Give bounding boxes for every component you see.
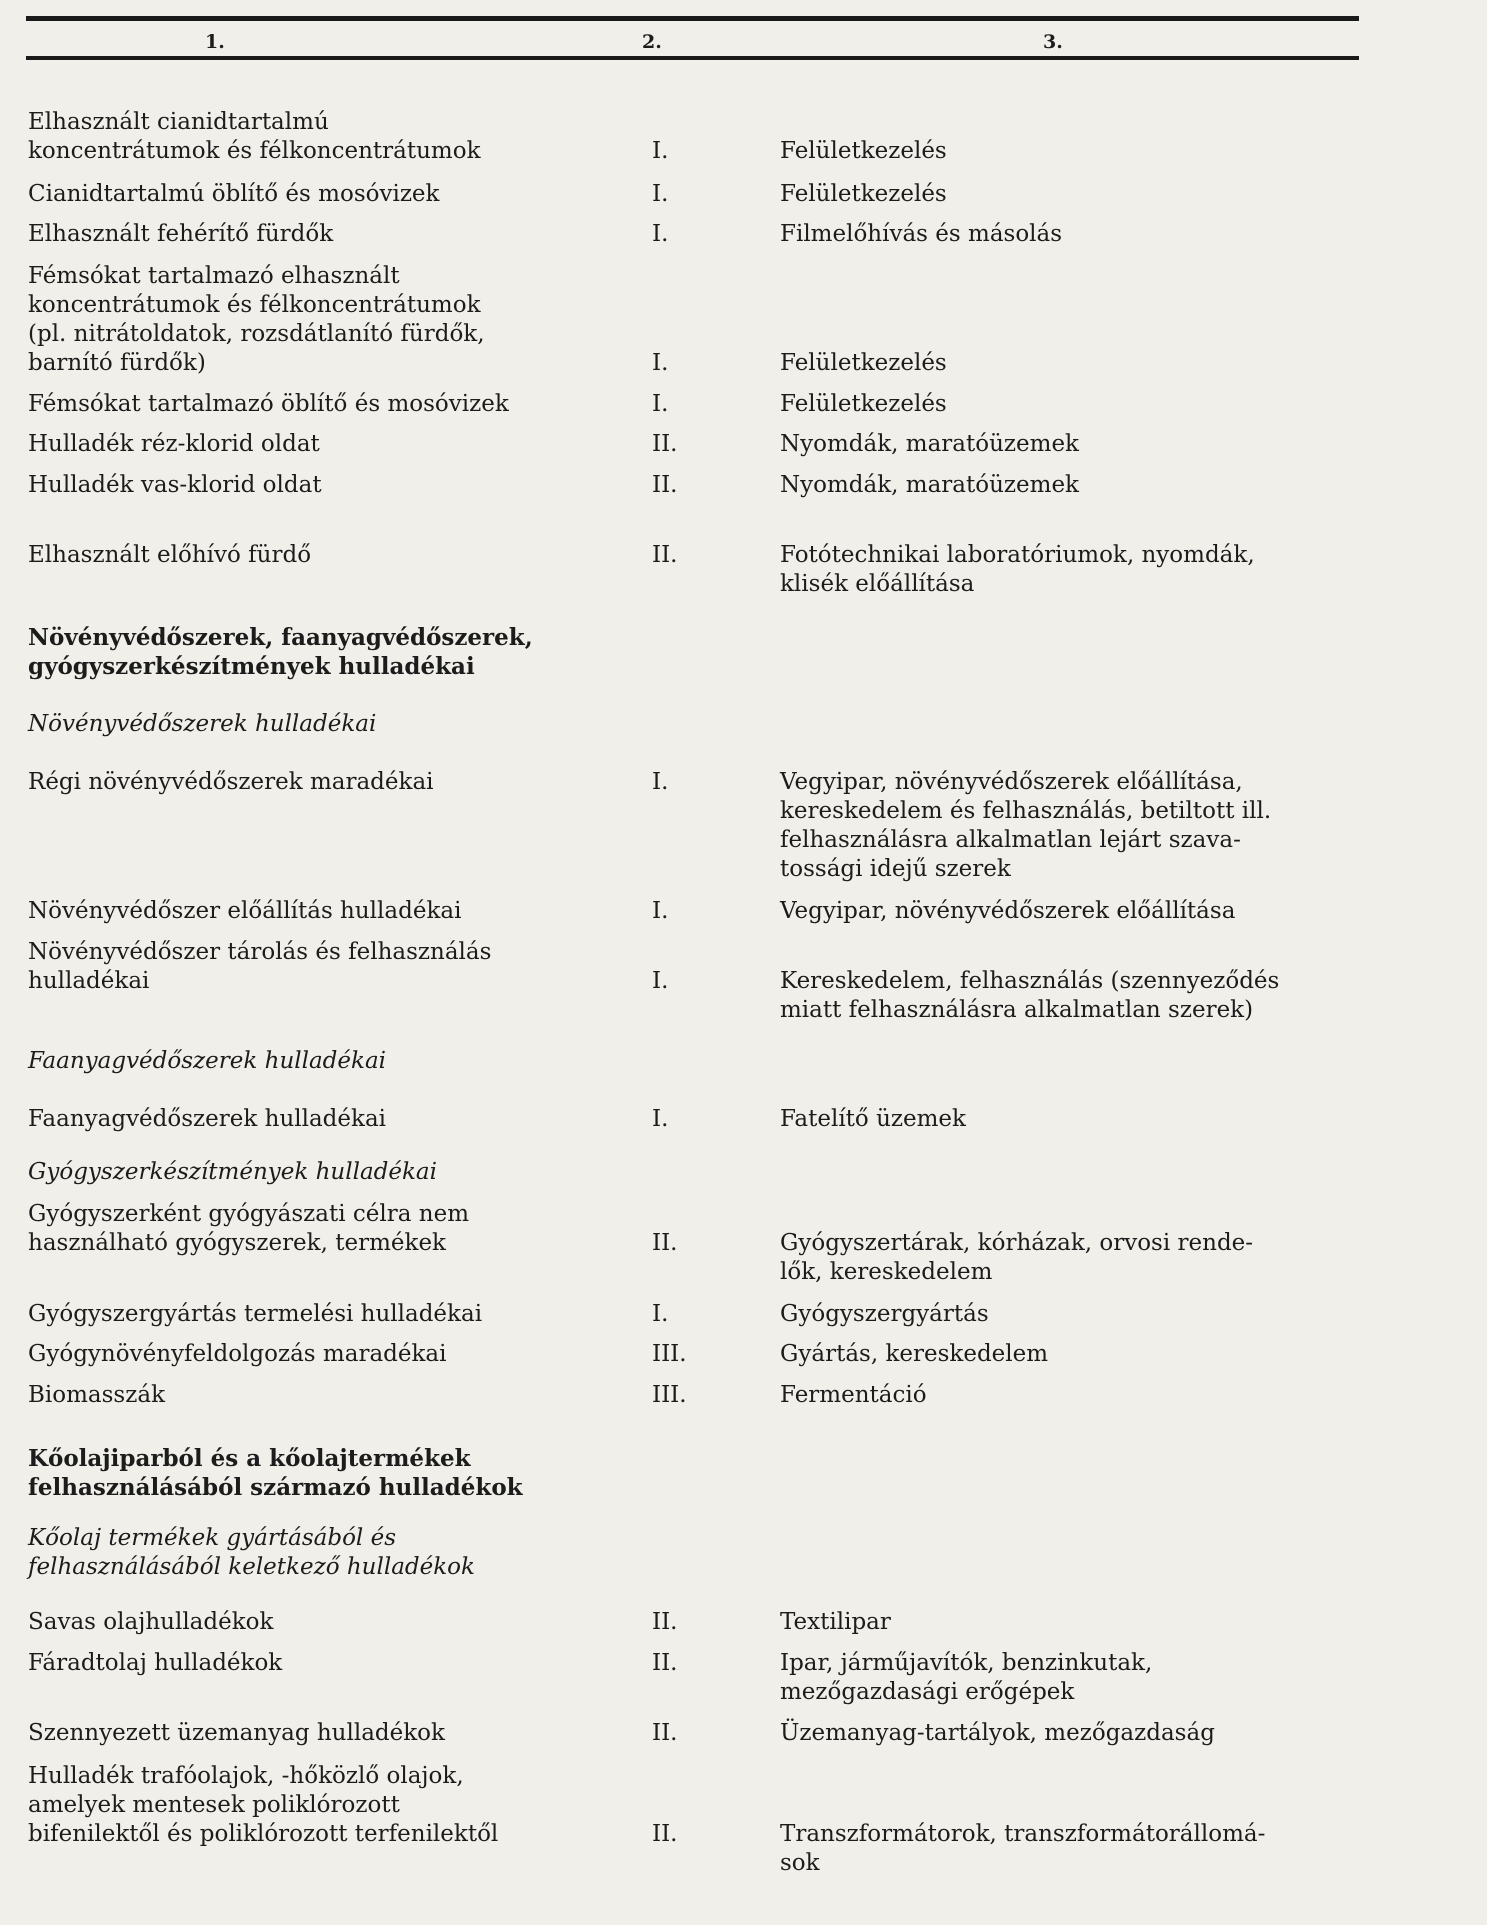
hazard-class: II.: [652, 431, 678, 457]
waste-name: Elhasznált előhívó fürdő: [28, 542, 312, 568]
hazard-class: II.: [652, 542, 678, 568]
hazard-class: II.: [652, 1821, 678, 1847]
waste-name: Gyógynövényfeldolgozás maradékai: [28, 1341, 447, 1367]
hazard-class: III.: [652, 1341, 687, 1367]
hazard-class: I.: [652, 350, 669, 376]
hazard-class: I.: [652, 1301, 669, 1327]
hazard-class: II.: [652, 1650, 678, 1676]
waste-source: Nyomdák, maratóüzemek: [780, 431, 1079, 457]
waste-source: Gyógyszergyártás: [780, 1301, 989, 1327]
waste-name: Gyógyszergyártás termelési hulladékai: [28, 1301, 483, 1327]
waste-source: Kereskedelem, felhasználás (szennyeződés miatt felhasználásra alkalmatlan szerek): [780, 968, 1280, 1023]
header-rule: [26, 56, 1359, 60]
waste-name: Gyógyszerként gyógyászati célra nem használható gyógyszerek, termékek: [28, 1201, 470, 1256]
waste-source: Ipar, járműjavítók, benzinkutak, mezőgazdasági erőgépek: [780, 1650, 1153, 1705]
subsection-heading: Kőolaj termékek gyártásából és felhasználásából keletkező hulladékok: [28, 1525, 475, 1580]
hazard-class: I.: [652, 138, 669, 164]
waste-source: Felületkezelés: [780, 181, 947, 207]
waste-source: Fotótechnikai laboratóriumok, nyomdák, klisék előállítása: [780, 542, 1255, 597]
subsection-heading: Növényvédőszerek hulladékai: [28, 711, 377, 737]
waste-name: Fáradtolaj hulladékok: [28, 1650, 283, 1676]
waste-name: Fémsókat tartalmazó öblítő és mosóvizek: [28, 391, 509, 417]
waste-name: Hulladék trafóolajok, -hőközlő olajok, amelyek mentesek poliklórozott bifenilektől és poliklórozott terfenilektől: [28, 1763, 499, 1847]
section-heading: Kőolajiparból és a kőolajtermékek felhasználásából származó hulladékok: [28, 1445, 523, 1501]
waste-name: Cianidtartalmú öblítő és mosóvizek: [28, 181, 440, 207]
waste-name: Növényvédőszer tárolás és felhasználás hulladékai: [28, 939, 492, 994]
hazard-class: II.: [652, 1230, 678, 1256]
waste-source: Vegyipar, növényvédőszerek előállítása, kereskedelem és felhasználás, betiltott ill. felhasználásra alkalmatlan lejárt szava- tossági idejű szerek: [780, 769, 1272, 882]
waste-name: Szennyezett üzemanyag hulladékok: [28, 1720, 445, 1746]
waste-source: Felületkezelés: [780, 138, 947, 164]
waste-source: Felületkezelés: [780, 350, 947, 376]
subsection-heading: Gyógyszerkészítmények hulladékai: [28, 1159, 438, 1185]
hazard-class: II.: [652, 1609, 678, 1635]
hazard-class: I.: [652, 968, 669, 994]
hazard-class: I.: [652, 1106, 669, 1132]
hazard-class: I.: [652, 898, 669, 924]
column-header-2: 2.: [642, 31, 662, 53]
waste-name: Fémsókat tartalmazó elhasznált koncentrátumok és félkoncentrátumok (pl. nitrátoldatok, rozsdátlanító fürdők, barnító fürdők): [28, 263, 485, 376]
waste-name: Hulladék réz-klorid oldat: [28, 431, 320, 457]
waste-source: Fermentáció: [780, 1382, 927, 1408]
hazard-class: III.: [652, 1382, 687, 1408]
section-heading: Növényvédőszerek, faanyagvédőszerek, gyógyszerkészítmények hulladékai: [28, 624, 533, 680]
waste-source: Üzemanyag-tartályok, mezőgazdaság: [780, 1720, 1215, 1746]
hazard-class: I.: [652, 221, 669, 247]
waste-name: Elhasznált fehérítő fürdők: [28, 221, 334, 247]
waste-name: Biomasszák: [28, 1382, 166, 1408]
waste-name: Faanyagvédőszerek hulladékai: [28, 1106, 387, 1132]
waste-name: Régi növényvédőszerek maradékai: [28, 769, 434, 795]
waste-name: Hulladék vas-klorid oldat: [28, 472, 322, 498]
waste-name: Savas olajhulladékok: [28, 1609, 274, 1635]
waste-source: Gyártás, kereskedelem: [780, 1341, 1049, 1367]
subsection-heading: Faanyagvédőszerek hulladékai: [28, 1048, 387, 1074]
hazard-class: I.: [652, 391, 669, 417]
waste-source: Vegyipar, növényvédőszerek előállítása: [780, 898, 1236, 924]
top-rule: [26, 16, 1359, 21]
waste-name: Elhasznált cianidtartalmú koncentrátumok és félkoncentrátumok: [28, 109, 481, 164]
waste-source: Felületkezelés: [780, 391, 947, 417]
column-header-3: 3.: [1043, 31, 1063, 53]
column-header-1: 1.: [205, 31, 225, 53]
waste-source: Textilipar: [780, 1609, 891, 1635]
waste-source: Filmelőhívás és másolás: [780, 221, 1063, 247]
hazard-class: II.: [652, 472, 678, 498]
waste-source: Fatelítő üzemek: [780, 1106, 966, 1132]
hazard-class: I.: [652, 769, 669, 795]
waste-source: Gyógyszertárak, kórházak, orvosi rende- lők, kereskedelem: [780, 1230, 1254, 1285]
waste-name: Növényvédőszer előállítás hulladékai: [28, 898, 462, 924]
waste-source: Nyomdák, maratóüzemek: [780, 472, 1079, 498]
hazard-class: I.: [652, 181, 669, 207]
hazard-class: II.: [652, 1720, 678, 1746]
waste-source: Transzformátorok, transzformátorállomá- sok: [780, 1821, 1266, 1876]
